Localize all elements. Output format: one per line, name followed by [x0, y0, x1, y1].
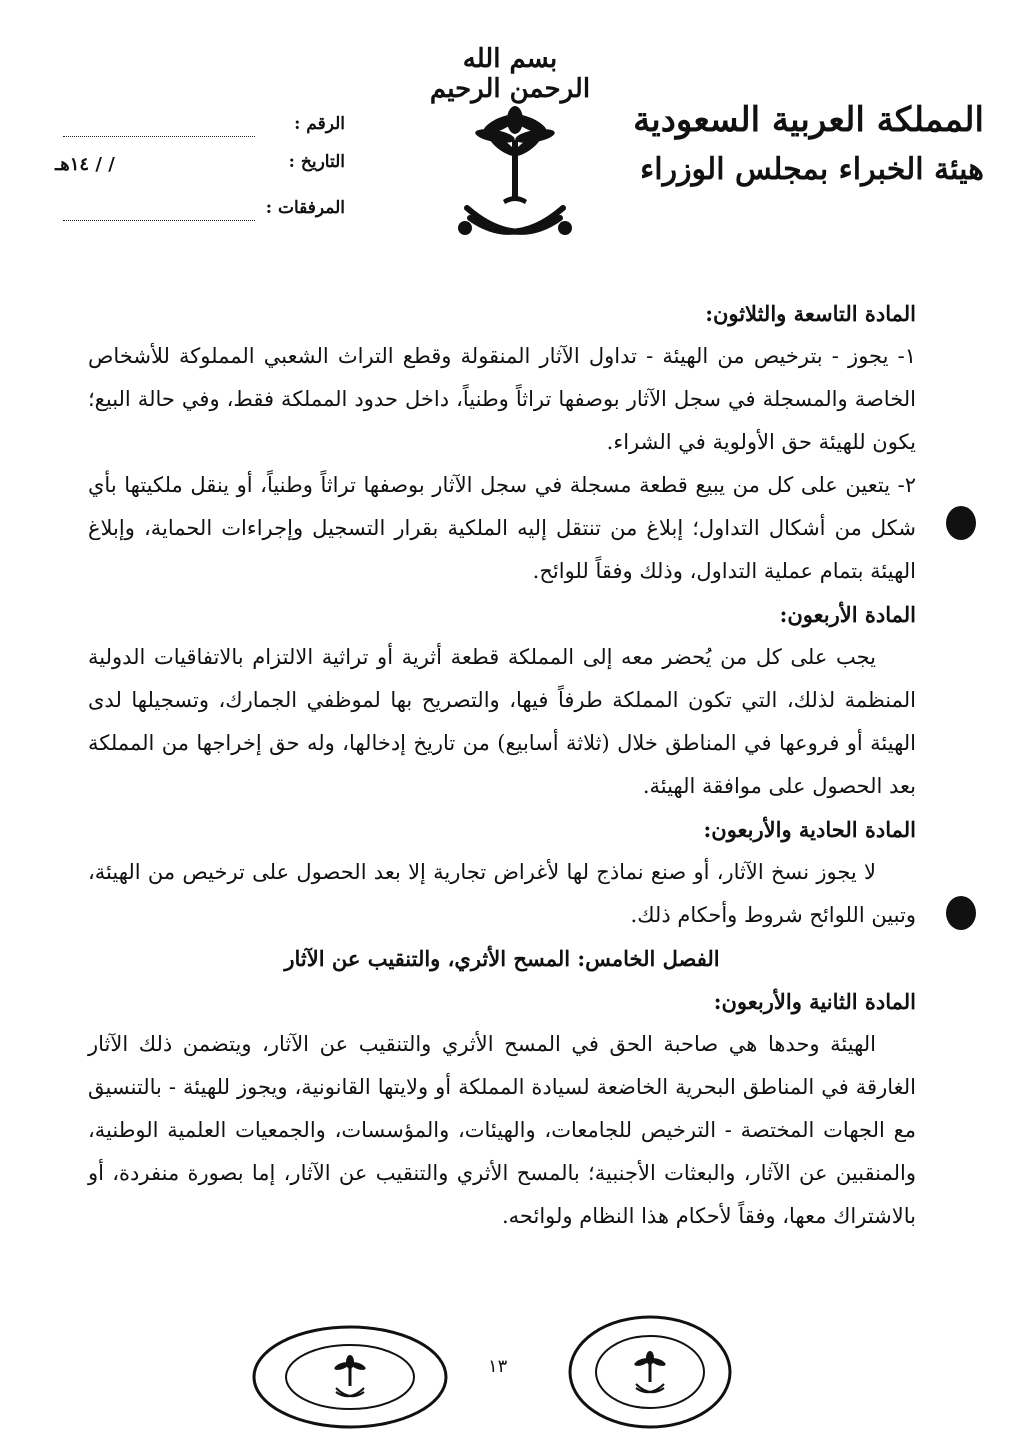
page-number: ١٣ — [488, 1356, 508, 1377]
article-41-text: لا يجوز نسخ الآثار، أو صنع نماذج لها لأغراض تجارية إلا بعد الحصول على ترخيص من الهيئة، وتبين اللوائح شروط وأحكام ذلك. — [88, 860, 916, 927]
date-value: / / ١٤هـ — [55, 154, 115, 175]
punch-hole-top — [946, 506, 976, 540]
seal-left-stamp — [250, 1322, 450, 1432]
ref-number-row — [55, 114, 345, 144]
attachments-row — [55, 198, 345, 228]
article-41-title: المادة الحادية والأربعون: — [703, 817, 916, 842]
ref-number-line — [63, 136, 255, 137]
article-40-text: يجب على كل من يُحضر معه إلى المملكة قطعة أثرية أو تراثية الالتزام بالاتفاقيات الدولية المنظمة لذلك، التي تكون المملكة طرفاً فيها، والتصريح بها لموظفي الجمارك، وتسجيلها لدى الهيئة أو فروعها في المناطق خلال (ثلاثة أسابيع) من تاريخ إدخالها، وله حق إخراجها من المملكة بعد الحصول على موافقة الهيئة. — [88, 645, 916, 798]
ref-number-label: الرقم : — [294, 114, 345, 134]
punch-hole-bottom — [946, 896, 976, 930]
basmala: بسم الله الرحمن الرحيم — [429, 44, 591, 104]
saudi-emblem-icon — [445, 100, 585, 250]
date-row — [55, 152, 345, 182]
article-39-item-2: ٢- يتعين على كل من يبيع قطعة مسجلة في سجل الآثار بوصفها تراثاً وطنياً، أو ينقل ملكيتها بأي شكل من أشكال التداول؛ إبلاغ من تنتقل إليه الملكية بقرار التسجيل وإجراءات الحماية، وإبلاغ الهيئة بتمام عملية التداول، وذلك وفقاً للوائح. — [88, 473, 916, 583]
article-39-title: المادة التاسعة والثلاثون: — [705, 301, 916, 326]
chapter-5-title: الفصل الخامس: المسح الأثري، والتنقيب عن الآثار — [284, 946, 720, 971]
org-name-line2: هيئة الخبراء بمجلس الوزراء — [640, 152, 984, 187]
document-body — [88, 292, 916, 1238]
date-label: التاريخ : — [288, 152, 345, 172]
org-name-line1: المملكة العربية السعودية — [633, 100, 984, 140]
attachments-label: المرفقات : — [265, 198, 345, 218]
article-39-item-1: ١- يجوز - بترخيص من الهيئة - تداول الآثار المنقولة وقطع التراث الشعبي المملوكة للأشخاص الخاصة والمسجلة في سجل الآثار بوصفها تراثاً وطنياً، داخل حدود المملكة فقط، وفي حالة البيع؛ يكون للهيئة حق الأولوية في الشراء. — [88, 344, 916, 454]
article-42-title: المادة الثانية والأربعون: — [713, 989, 916, 1014]
article-42-text: الهيئة وحدها هي صاحبة الحق في المسح الأثري والتنقيب عن الآثار، ويتضمن ذلك الآثار الغارقة في المناطق البحرية الخاضعة لسيادة المملكة أو ولايتها القانونية، ويجوز للهيئة - بالتنسيق مع الجهات المختصة - الترخيص للجامعات، والهيئات، والمؤسسات، والجمعيات العلمية الوطنية، والمنقبين عن الآثار، والبعثات الأجنبية؛ بالمسح الأثري والتنقيب عن الآثار، إما بصورة منفردة، أو بالاشتراك معها، وفقاً لأحكام هذا النظام ولوائحه. — [88, 1032, 916, 1228]
attachments-line — [63, 220, 255, 221]
article-40-title: المادة الأربعون: — [779, 602, 916, 627]
seal-right-stamp — [566, 1312, 734, 1432]
